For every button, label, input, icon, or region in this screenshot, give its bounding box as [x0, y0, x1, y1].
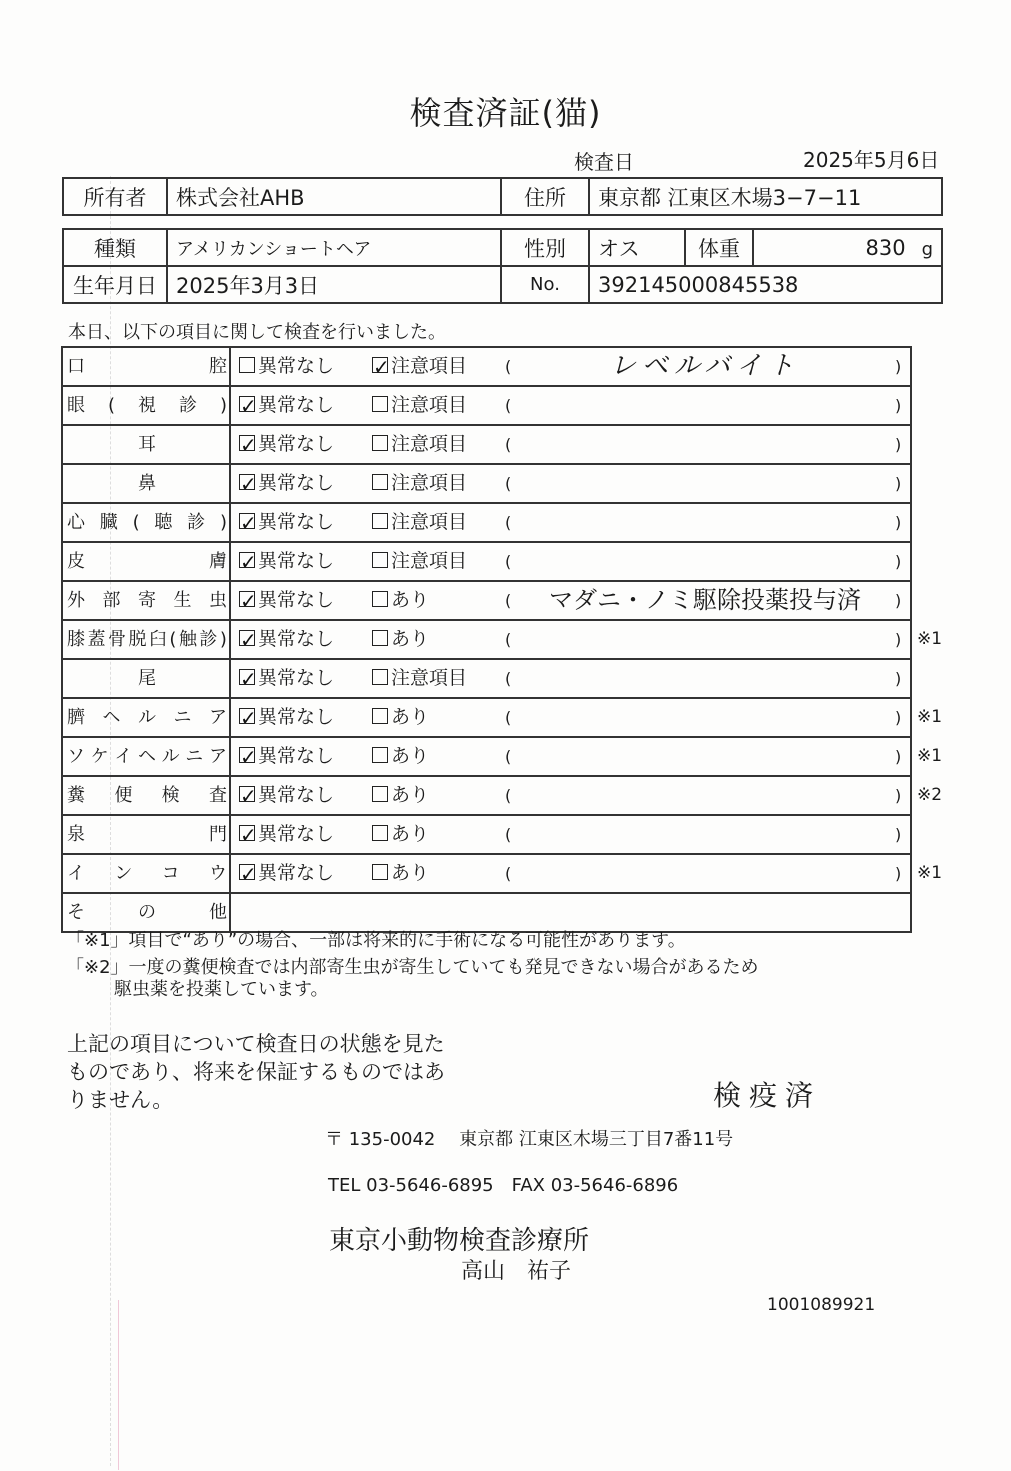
checked-box-icon — [239, 864, 255, 880]
inspection-item-char: ア — [208, 746, 227, 767]
inspection-item-char: 骨 — [107, 629, 126, 650]
inspection-item-char: 臼 — [148, 629, 167, 650]
unchecked-box-icon — [372, 435, 388, 451]
paren-open: ( — [505, 825, 512, 844]
option-label: 異常なし — [258, 433, 335, 455]
no-abnormality-option — [239, 504, 334, 541]
footnote-mark: ※2 — [917, 785, 943, 805]
sex-label: 性別 — [501, 229, 589, 266]
inspection-item-char: ソ — [67, 746, 85, 767]
no-abnormality-option — [239, 621, 334, 658]
paren-close: ) — [895, 708, 902, 727]
inspection-item-char: の — [138, 902, 156, 923]
inspection-date: 2025年5月6日 — [803, 148, 940, 172]
paren-open: ( — [505, 786, 512, 805]
weight-unit: g — [921, 238, 933, 260]
paren-close: ) — [895, 357, 902, 376]
inspection-item-char: 視 — [138, 395, 156, 416]
footnote-2: 「※2」一度の糞便検査では内部寄生虫が寄生していても発見できない場合があるため — [66, 957, 759, 978]
option-label: あり — [391, 628, 430, 650]
inspection-item-char: 触 — [178, 629, 197, 650]
column-divider — [229, 465, 231, 502]
checked-box-icon — [239, 474, 255, 490]
inspection-item-char: 査 — [208, 785, 227, 806]
inspection-row — [61, 426, 912, 465]
inspection-item-char: ( — [107, 395, 116, 416]
weight-value: 830 — [865, 235, 906, 260]
unchecked-box-icon — [372, 864, 388, 880]
declaration-text: 上記の項目について検査日の状態を見たものであり、将来を保証するものではありません。 — [67, 1032, 445, 1112]
checked-box-icon — [239, 669, 255, 685]
footnote-mark: ※1 — [917, 629, 943, 649]
column-divider — [229, 777, 231, 814]
inspection-item-char: 眼 — [67, 395, 85, 416]
paren-open: ( — [505, 747, 512, 766]
footnote-mark: ※1 — [917, 863, 943, 883]
sex-value: オス — [589, 229, 685, 266]
finding-option — [372, 621, 429, 658]
option-label: 異常なし — [258, 472, 335, 494]
unchecked-box-icon — [372, 630, 388, 646]
clinic-name: 東京小動物検査診療所 — [329, 1226, 590, 1256]
finding-option — [372, 660, 467, 697]
inspection-item-char: ) — [219, 512, 227, 533]
inspection-item-char: 尾 — [138, 668, 156, 689]
unchecked-box-icon — [372, 396, 388, 412]
option-label: 異常なし — [258, 784, 335, 806]
inspection-row — [61, 855, 943, 894]
inspection-item-char: 糞 — [67, 785, 85, 806]
checked-box-icon — [239, 708, 255, 724]
number-value: 392145000845538 — [589, 266, 942, 303]
no-abnormality-option — [239, 660, 334, 697]
inspection-item-char: 寄 — [138, 590, 156, 611]
breed-value: アメリカンショートヘア — [167, 229, 501, 266]
footnote-mark: ※1 — [917, 746, 943, 766]
option-label: 注意項目 — [391, 355, 468, 377]
inspection-item-char: 便 — [114, 785, 133, 806]
inspection-item-char: イ — [67, 863, 85, 884]
checked-box-icon — [239, 552, 255, 568]
quarantine-stamp: 検疫済 — [713, 1079, 822, 1112]
inspection-row — [61, 816, 912, 855]
inspection-item-label — [67, 621, 227, 658]
option-label: あり — [391, 862, 430, 884]
column-divider — [229, 387, 231, 424]
inspection-item-char: ) — [219, 395, 227, 416]
animal-table — [62, 228, 943, 304]
checked-box-icon — [239, 513, 255, 529]
checked-box-icon — [239, 396, 255, 412]
unchecked-box-icon — [372, 708, 388, 724]
column-divider — [229, 582, 231, 619]
inspection-item-char: ル — [161, 746, 180, 767]
inspection-item-char: イ — [114, 746, 133, 767]
inspection-item-label — [67, 426, 227, 463]
paren-open: ( — [505, 708, 512, 727]
inspection-item-label — [67, 660, 227, 697]
option-label: 注意項目 — [391, 667, 468, 689]
inspection-item-char: 生 — [173, 590, 192, 611]
finding-option — [372, 387, 467, 424]
unchecked-box-icon — [372, 669, 388, 685]
column-divider — [229, 660, 231, 697]
paren-close: ) — [895, 474, 902, 493]
inspection-item-char: そ — [67, 902, 85, 923]
inspection-item-char: ヘ — [137, 746, 156, 767]
inspection-item-char: 膝 — [67, 629, 85, 650]
inspection-item-char: ケ — [90, 746, 109, 767]
inspection-row — [61, 348, 912, 387]
finding-option — [372, 699, 429, 736]
inspection-row — [61, 543, 912, 582]
option-label: 注意項目 — [391, 511, 468, 533]
finding-option — [372, 777, 429, 814]
inspection-item-char: 蓋 — [87, 629, 106, 650]
document-title: 検査済証(猫) — [409, 94, 602, 132]
option-label: 異常なし — [258, 628, 335, 650]
inspection-item-char: 腔 — [209, 356, 227, 377]
option-label: 異常なし — [258, 550, 335, 572]
inspection-item-char: ニ — [185, 746, 204, 767]
inspection-row — [61, 582, 912, 621]
inspection-item-char: ( — [132, 512, 140, 533]
option-label: 異常なし — [258, 667, 335, 689]
inspection-item-char: 泉 — [67, 824, 85, 845]
inspection-item-label — [67, 777, 227, 814]
footnote-2-continued: 駆虫薬を投薬しています。 — [114, 979, 329, 1000]
checked-box-icon — [239, 786, 255, 802]
inspection-item-char: コ — [161, 863, 180, 884]
inspection-item-char: 口 — [67, 356, 85, 377]
number-label: No. — [501, 266, 589, 303]
column-divider — [229, 504, 231, 541]
inspection-item-char: 部 — [102, 590, 121, 611]
paren-open: ( — [505, 513, 512, 532]
checked-box-icon — [239, 630, 255, 646]
option-label: あり — [391, 589, 430, 611]
inspection-row — [61, 465, 912, 504]
no-abnormality-option — [239, 816, 334, 853]
finding-option — [372, 348, 467, 385]
inspection-item-char: 鼻 — [138, 473, 156, 494]
paren-open: ( — [505, 552, 512, 571]
paren-close: ) — [895, 591, 902, 610]
inspection-item-char: 臍 — [67, 707, 85, 728]
intro-text: 本日、以下の項目に関して検査を行いました。 — [68, 322, 446, 343]
paren-open: ( — [505, 474, 512, 493]
inspection-item-char: 診 — [178, 395, 197, 416]
finding-option — [372, 816, 429, 853]
inspection-item-char: 心 — [67, 512, 85, 533]
inspection-row — [61, 621, 943, 660]
option-label: あり — [391, 784, 430, 806]
paren-open: ( — [505, 396, 512, 415]
option-label: 注意項目 — [391, 394, 468, 416]
birth-label: 生年月日 — [63, 266, 167, 303]
column-divider — [229, 738, 231, 775]
inspection-item-char: 皮 — [67, 551, 85, 572]
checked-box-icon — [239, 747, 255, 763]
breed-label: 種類 — [63, 229, 167, 266]
inspection-row — [61, 738, 943, 777]
unchecked-box-icon — [372, 825, 388, 841]
inspection-item-char: 診 — [199, 629, 218, 650]
option-label: 異常なし — [258, 706, 335, 728]
option-label: あり — [391, 706, 430, 728]
inspection-item-char: 他 — [209, 902, 227, 923]
checked-box-icon — [239, 435, 255, 451]
paren-open: ( — [505, 357, 512, 376]
inspection-row — [61, 504, 912, 543]
inspection-row — [61, 777, 943, 816]
paren-close: ) — [895, 669, 902, 688]
option-label: 異常なし — [258, 394, 335, 416]
no-abnormality-option — [239, 582, 334, 619]
finding-option — [372, 738, 429, 775]
paren-close: ) — [895, 825, 902, 844]
inspection-item-label — [67, 699, 227, 736]
inspection-date-label: 検査日 — [574, 150, 634, 174]
inspection-item-char: 聴 — [154, 512, 173, 533]
column-divider — [229, 543, 231, 580]
inspection-item-char: 耳 — [138, 434, 156, 455]
scan-artifact-line — [118, 1300, 119, 1470]
inspection-row — [61, 699, 943, 738]
inspection-item-label — [67, 348, 227, 385]
column-divider — [229, 621, 231, 658]
footnote-mark: ※1 — [917, 707, 943, 727]
inspection-grid — [61, 346, 943, 933]
inspection-item-char: 膚 — [209, 551, 227, 572]
column-divider — [229, 855, 231, 892]
unchecked-box-icon — [372, 747, 388, 763]
checked-box-icon — [372, 357, 388, 373]
inspection-item-char: ウ — [208, 863, 227, 884]
inspection-item-label — [67, 816, 227, 853]
no-abnormality-option — [239, 465, 334, 502]
owner-table — [62, 177, 943, 216]
paren-close: ) — [895, 513, 902, 532]
paren-close: ) — [895, 864, 902, 883]
checked-box-icon — [239, 825, 255, 841]
paren-close: ) — [895, 630, 902, 649]
owner-label: 所有者 — [63, 178, 167, 215]
inspection-item-label — [67, 543, 227, 580]
option-label: あり — [391, 745, 430, 767]
inspection-item-char: 脱 — [128, 629, 147, 650]
inspection-item-char: ) — [219, 629, 227, 650]
unchecked-box-icon — [239, 357, 255, 373]
unchecked-box-icon — [372, 474, 388, 490]
column-divider — [229, 348, 231, 385]
finding-option — [372, 855, 429, 892]
finding-option — [372, 582, 429, 619]
doctor-name: 高山 祐子 — [461, 1259, 572, 1284]
clinic-address: 〒 135-0042 東京都 江東区木場三丁目7番11号 — [325, 1129, 734, 1150]
inspection-item-label — [67, 855, 227, 892]
no-abnormality-option — [239, 387, 334, 424]
weight-label: 体重 — [685, 229, 753, 266]
finding-option — [372, 465, 467, 502]
inspection-item-char: 臓 — [99, 512, 118, 533]
paren-close: ) — [895, 396, 902, 415]
finding-note: マダニ・ノミ駆除投薬投与済 — [549, 586, 861, 614]
option-label: 注意項目 — [391, 433, 468, 455]
option-label: 注意項目 — [391, 550, 468, 572]
inspection-item-char: 診 — [187, 512, 206, 533]
serial-number: 1001089921 — [767, 1295, 876, 1315]
inspection-item-char: ニ — [173, 707, 192, 728]
finding-option — [372, 543, 467, 580]
paren-open: ( — [505, 864, 512, 883]
inspection-item-label — [67, 582, 227, 619]
paren-open: ( — [505, 630, 512, 649]
finding-option — [372, 426, 467, 463]
address-label: 住所 — [501, 178, 589, 215]
option-label: 異常なし — [258, 745, 335, 767]
inspection-item-char: ン — [114, 863, 133, 884]
inspection-item-char: 門 — [209, 824, 227, 845]
paren-close: ) — [895, 435, 902, 454]
column-divider — [229, 426, 231, 463]
no-abnormality-option — [239, 426, 334, 463]
no-abnormality-option — [239, 777, 334, 814]
paren-close: ) — [895, 552, 902, 571]
birth-value: 2025年3月3日 — [167, 266, 501, 303]
finding-note: レベルバイト — [609, 351, 801, 381]
inspection-row — [61, 387, 912, 426]
inspection-item-char: 外 — [67, 590, 85, 611]
inspection-row — [61, 660, 912, 699]
inspection-item-label — [67, 738, 227, 775]
inspection-item-char: ル — [138, 707, 156, 728]
option-label: 異常なし — [258, 862, 335, 884]
column-divider — [229, 816, 231, 853]
inspection-item-label — [67, 465, 227, 502]
no-abnormality-option — [239, 738, 334, 775]
inspection-item-label — [67, 387, 227, 424]
unchecked-box-icon — [372, 591, 388, 607]
inspection-item-char: ( — [169, 629, 177, 650]
inspection-item-char: 虫 — [209, 590, 227, 611]
option-label: あり — [391, 823, 430, 845]
inspection-item-char: ヘ — [102, 707, 121, 728]
paren-close: ) — [895, 747, 902, 766]
paren-close: ) — [895, 786, 902, 805]
option-label: 異常なし — [258, 355, 335, 377]
clinic-phone: TEL 03-5646-6895 FAX 03-5646-6896 — [328, 1175, 679, 1196]
option-label: 異常なし — [258, 511, 335, 533]
option-label: 異常なし — [258, 823, 335, 845]
no-abnormality-option — [239, 699, 334, 736]
option-label: 注意項目 — [391, 472, 468, 494]
paren-open: ( — [505, 435, 512, 454]
footnote-1: 「※1」項目で“あり”の場合、一部は将来的に手術になる可能性があります。 — [66, 930, 686, 951]
address-value: 東京都 江東区木場3−7−11 — [589, 178, 942, 215]
option-label: 異常なし — [258, 589, 335, 611]
no-abnormality-option — [239, 855, 334, 892]
inspection-item-char: 検 — [161, 785, 180, 806]
inspection-item-label — [67, 504, 227, 541]
unchecked-box-icon — [372, 552, 388, 568]
no-abnormality-option — [239, 543, 334, 580]
unchecked-box-icon — [372, 786, 388, 802]
finding-option — [372, 504, 467, 541]
paren-open: ( — [505, 591, 512, 610]
no-abnormality-option — [239, 348, 334, 385]
column-divider — [229, 699, 231, 736]
owner-value: 株式会社AHB — [167, 178, 501, 215]
weight-cell — [753, 229, 942, 266]
checked-box-icon — [239, 591, 255, 607]
inspection-item-char: ア — [209, 707, 227, 728]
unchecked-box-icon — [372, 513, 388, 529]
paren-open: ( — [505, 669, 512, 688]
